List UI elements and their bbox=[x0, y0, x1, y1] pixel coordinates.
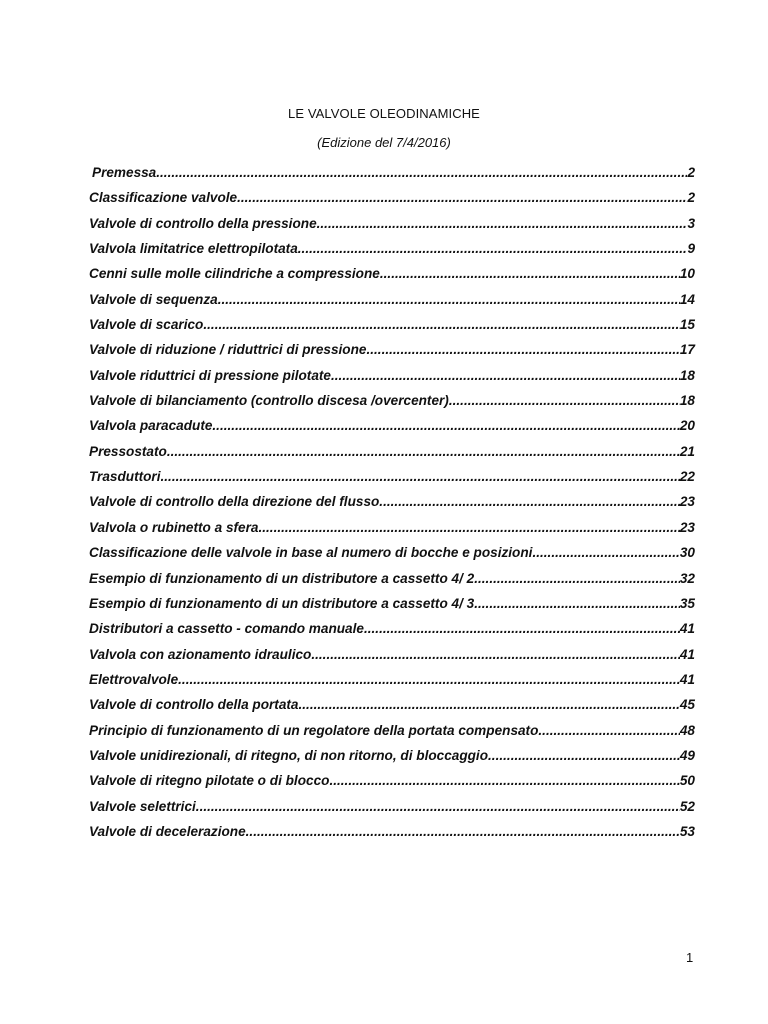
toc-entry-page: 41 bbox=[679, 646, 695, 662]
toc-entry[interactable] bbox=[89, 621, 695, 646]
toc-entry[interactable] bbox=[89, 697, 695, 722]
toc-entry-label: Valvole di decelerazione bbox=[89, 823, 246, 839]
toc-entry-label: Valvole di controllo della pressione. bbox=[89, 215, 321, 231]
toc-dot-leader bbox=[488, 748, 680, 763]
toc-entry-label: Classificazione delle valvole in base al numero di bocche e posizioni bbox=[89, 545, 533, 561]
toc-entry-label: Classificazione valvole bbox=[89, 190, 238, 206]
toc-entry-label: Esempio di funzionamento di un distributore a cassetto 4/ 3. bbox=[89, 595, 478, 611]
toc-dot-leader bbox=[167, 444, 680, 459]
toc-entry-page: 41 bbox=[679, 621, 695, 637]
toc-entry-page: 18 bbox=[679, 367, 695, 383]
table-of-contents bbox=[89, 165, 695, 849]
toc-entry-page: 14 bbox=[679, 291, 695, 307]
toc-dot-leader bbox=[478, 596, 680, 611]
toc-dot-leader bbox=[532, 545, 679, 560]
toc-dot-leader bbox=[383, 494, 680, 509]
toc-entry[interactable] bbox=[89, 266, 695, 291]
toc-entry-label: Valvole di sequenza bbox=[89, 291, 218, 307]
toc-entry-label: Valvole di ritegno pilotate o di blocco bbox=[89, 773, 330, 789]
toc-entry[interactable] bbox=[89, 216, 695, 241]
toc-entry[interactable] bbox=[89, 799, 695, 824]
toc-entry-page: 32 bbox=[679, 570, 695, 586]
toc-dot-leader bbox=[311, 647, 680, 662]
toc-dot-leader bbox=[366, 342, 679, 357]
toc-entry-label: Trasduttori bbox=[89, 469, 161, 485]
toc-dot-leader bbox=[449, 393, 680, 408]
toc-entry-label: Valvole selettrici bbox=[89, 798, 196, 814]
toc-entry-page: 41 bbox=[679, 671, 695, 687]
toc-entry[interactable] bbox=[89, 444, 695, 469]
toc-entry[interactable] bbox=[89, 672, 695, 697]
toc-entry-page: 20 bbox=[679, 418, 695, 434]
toc-entry-label: Valvole riduttrici di pressione pilotate bbox=[89, 367, 331, 383]
toc-entry[interactable] bbox=[89, 292, 695, 317]
toc-dot-leader bbox=[298, 241, 688, 256]
toc-entry[interactable] bbox=[89, 723, 695, 748]
toc-dot-leader bbox=[218, 292, 680, 307]
toc-dot-leader bbox=[246, 824, 680, 839]
toc-entry-label: Premessa bbox=[92, 165, 157, 180]
toc-entry[interactable] bbox=[89, 165, 695, 190]
toc-entry[interactable] bbox=[89, 241, 695, 266]
toc-entry-page: 21 bbox=[679, 443, 695, 459]
document-title: LE VALVOLE OLEODINAMICHE bbox=[288, 106, 480, 121]
toc-entry-label: Cenni sulle molle cilindriche a compressione bbox=[89, 266, 380, 282]
toc-entry-page: 17 bbox=[679, 342, 695, 358]
toc-entry-label: Valvola paracadute bbox=[89, 418, 213, 434]
toc-entry-label: Valvole di bilanciamento (controllo discesa /overcenter) bbox=[89, 393, 449, 409]
page-number: 1 bbox=[686, 950, 694, 965]
toc-entry-label: Valvole di controllo della portata bbox=[89, 697, 299, 713]
toc-dot-leader bbox=[364, 621, 680, 636]
toc-dot-leader bbox=[329, 773, 679, 788]
toc-entry-page: 3 bbox=[687, 215, 695, 231]
toc-dot-leader bbox=[156, 165, 687, 180]
toc-entry-page: 15 bbox=[679, 317, 695, 333]
toc-entry-label: Valvole di riduzione / riduttrici di pressione bbox=[89, 342, 367, 358]
toc-entry[interactable] bbox=[89, 418, 695, 443]
toc-entry[interactable] bbox=[89, 368, 695, 393]
toc-entry-label: Valvole di scarico bbox=[89, 317, 204, 333]
toc-dot-leader bbox=[203, 317, 680, 332]
toc-entry-label: Principio di funzionamento di un regolatore della portata compensato. bbox=[89, 722, 543, 738]
toc-dot-leader bbox=[161, 469, 680, 484]
toc-entry-page: 22 bbox=[679, 469, 695, 485]
toc-dot-leader bbox=[542, 723, 680, 738]
toc-dot-leader bbox=[178, 672, 680, 687]
toc-entry-page: 2 bbox=[687, 190, 695, 206]
toc-entry-label: Distributori a cassetto - comando manuale bbox=[89, 621, 364, 637]
toc-dot-leader bbox=[478, 571, 680, 586]
toc-entry[interactable] bbox=[89, 494, 695, 519]
toc-entry[interactable] bbox=[89, 596, 695, 621]
toc-entry-page: 35 bbox=[679, 595, 695, 611]
toc-entry-page: 52 bbox=[679, 798, 695, 814]
toc-dot-leader bbox=[196, 799, 680, 814]
toc-entry[interactable] bbox=[89, 190, 695, 215]
toc-entry-label: Valvola limitatrice elettropilotata bbox=[89, 241, 298, 257]
toc-entry-page: 50 bbox=[679, 773, 695, 789]
toc-entry-page: 45 bbox=[679, 697, 695, 713]
toc-dot-leader bbox=[298, 697, 679, 712]
toc-entry-page: 23 bbox=[679, 519, 695, 535]
toc-dot-leader bbox=[258, 520, 679, 535]
toc-entry-label: Valvole unidirezionali, di ritegno, di non ritorno, di bloccaggio bbox=[89, 747, 489, 763]
document-subtitle: (Edizione del 7/4/2016) bbox=[317, 135, 451, 150]
toc-dot-leader bbox=[320, 216, 687, 231]
toc-entry-page: 49 bbox=[679, 747, 695, 763]
toc-dot-leader bbox=[380, 266, 680, 281]
toc-dot-leader bbox=[331, 368, 680, 383]
toc-entry[interactable] bbox=[89, 545, 695, 570]
toc-entry[interactable] bbox=[89, 824, 695, 849]
toc-entry-page: 53 bbox=[679, 823, 695, 839]
toc-entry-label: Pressostato bbox=[89, 443, 167, 459]
toc-entry-page: 48 bbox=[679, 722, 695, 738]
toc-entry[interactable] bbox=[89, 469, 695, 494]
toc-entry[interactable] bbox=[89, 647, 695, 672]
toc-entry[interactable] bbox=[89, 393, 695, 418]
toc-dot-leader bbox=[237, 190, 687, 205]
toc-entry-page: 23 bbox=[679, 494, 695, 510]
toc-entry[interactable] bbox=[89, 571, 695, 596]
toc-entry-label: Valvola o rubinetto a sfera bbox=[89, 519, 259, 535]
toc-entry-page: 30 bbox=[679, 545, 695, 561]
toc-entry-label: Esempio di funzionamento di un distributore a cassetto 4/ 2. bbox=[89, 570, 478, 586]
toc-entry-label: Elettrovalvole bbox=[89, 671, 179, 687]
toc-entry-page: 9 bbox=[687, 241, 695, 257]
toc-entry[interactable] bbox=[89, 520, 695, 545]
toc-entry-page: 18 bbox=[679, 393, 695, 409]
toc-entry-page: 10 bbox=[679, 266, 695, 282]
toc-entry-label: Valvola con azionamento idraulico bbox=[89, 646, 312, 662]
toc-entry[interactable] bbox=[89, 317, 695, 342]
toc-entry-page: 2 bbox=[687, 165, 695, 180]
toc-entry[interactable] bbox=[89, 748, 695, 773]
toc-entry-label: Valvole di controllo della direzione del flusso. bbox=[89, 494, 384, 510]
toc-dot-leader bbox=[212, 418, 679, 433]
toc-entry[interactable] bbox=[89, 773, 695, 798]
toc-entry[interactable] bbox=[89, 342, 695, 367]
